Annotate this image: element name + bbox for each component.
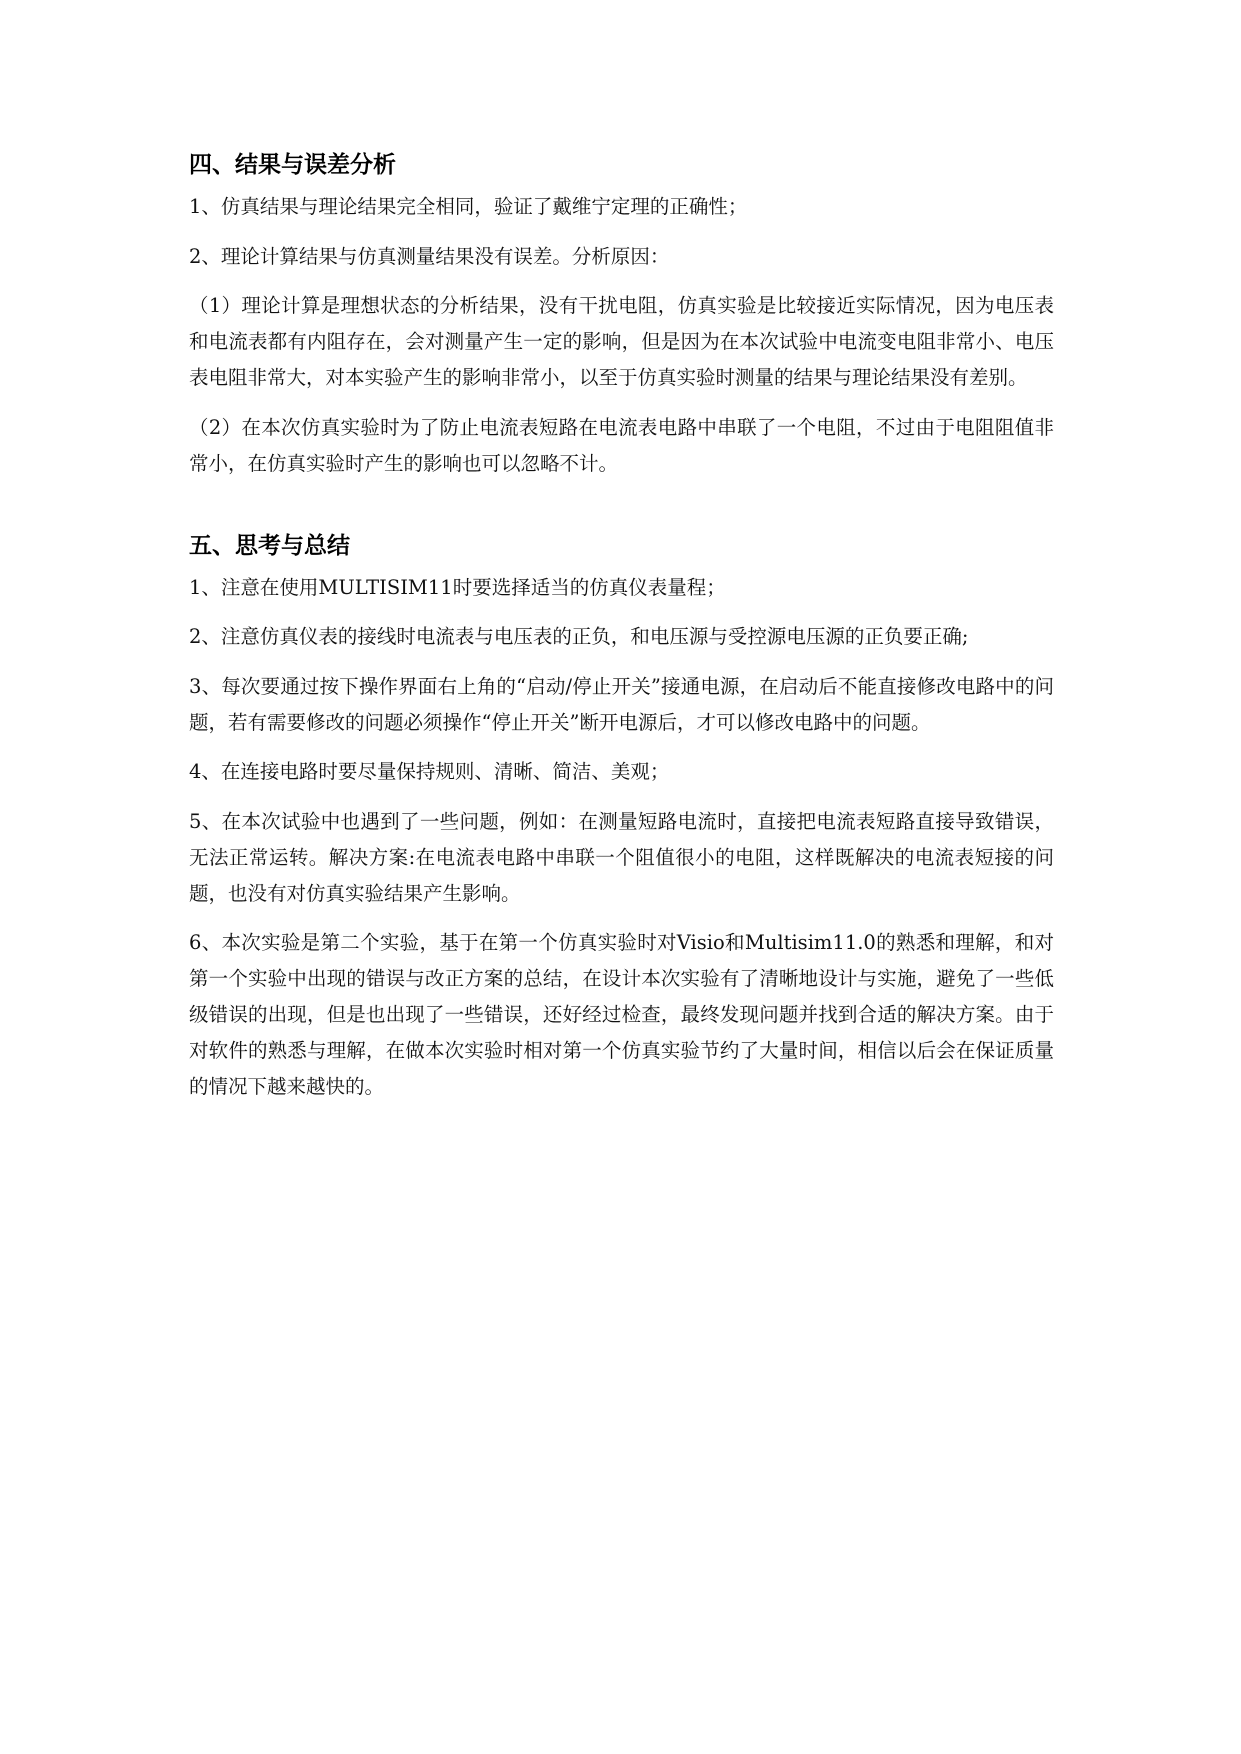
- paragraph: 3、每次要通过按下操作界面右上角的“启动/停止开关”接通电源，在启动后不能直接修改电路中的问题，若有需要修改的问题必须操作“停止开关”断开电源后，才可以修改电路中的问题。: [189, 674, 1054, 734]
- paragraph: 5、在本次试验中也遇到了一些问题，例如：在测量短路电流时，直接把电流表短路直接导致错误，无法正常运转。解决方案:在电流表电路中串联一个阻值很小的电阻，这样既解决的电流表短接的问题，也没有对仿真实验结果产生影响。: [189, 809, 1054, 905]
- section-title-results: 四、结果与误差分析: [189, 152, 396, 178]
- paragraph: 2、注意仿真仪表的接线时电流表与电压表的正负，和电压源与受控源电压源的正负要正确;: [189, 625, 969, 648]
- section-spacer: [189, 482, 1054, 522]
- paragraph: 2、理论计算结果与仿真测量结果没有误差。分析原因：: [189, 244, 670, 268]
- section-title-summary: 五、思考与总结: [189, 532, 350, 559]
- paragraph: （2）在本次仿真实验时为了防止电流表短路在电流表电路中串联了一个电阻，不过由于电阻阻值非常小，在仿真实验时产生的影响也可以忽略不计。: [189, 415, 1054, 475]
- document-body: [189, 141, 1054, 1105]
- paragraph: 4、在连接电路时要尽量保持规则、清晰、简洁、美观；: [189, 760, 670, 783]
- paragraph: （1）理论计算是理想状态的分析结果，没有干扰电阻，仿真实验是比较接近实际情况，因为电压表和电流表都有内阻存在，会对测量产生一定的影响，但是因为在本次试验中电流变电阻非常小、电压表电阻非常大，对本实验产生的影响非常小，以至于仿真实验时测量的结果与理论结果没有差别。: [189, 294, 1054, 389]
- paragraph: 1、注意在使用MULTISIM11时要选择适当的仿真仪表量程；: [189, 575, 726, 599]
- paragraph: 1、仿真结果与理论结果完全相同，验证了戴维宁定理的正确性；: [189, 195, 748, 218]
- paragraph: 6、本次实验是第二个实验，基于在第一个仿真实验时对Visio和Multisim11.0的熟悉和理解，和对第一个实验中出现的错误与改正方案的总结，在设计本次实验有了清晰地设计与实施，避免了一些低级错误的出现，但是也出现了一些错误，还好经过检查，最终发现问题并找到合适的解决方案。由于对软件的熟悉与理解，在做本次实验时相对第一个仿真实验节约了大量时间，相信以后会在保证质量的情况下越来越快的。: [189, 931, 1054, 1098]
